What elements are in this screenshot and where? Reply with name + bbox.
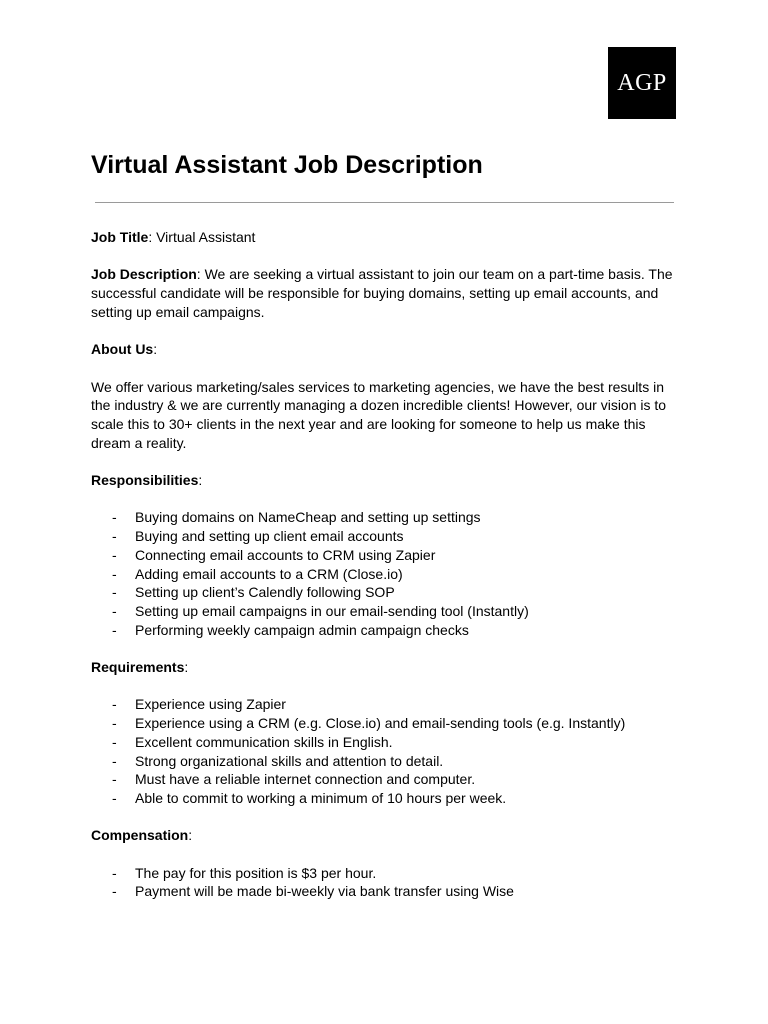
- list-item: [91, 733, 681, 752]
- dash-bullet: -: [112, 733, 117, 750]
- list-item-text: Setting up email campaigns in our email-sending tool (Instantly): [135, 602, 529, 619]
- list-item: [91, 752, 681, 771]
- job-title-label: Job Title: [91, 229, 149, 245]
- dash-bullet: -: [112, 864, 117, 881]
- job-description-text: We are seeking a virtual assistant to join our team on a part-time basis. The successful candidate will be responsible for buying domains, setting up email accounts, and setting up email campaigns.: [91, 266, 673, 320]
- list-item: [91, 695, 681, 714]
- company-logo: AGP: [608, 47, 676, 119]
- list-item: [91, 864, 681, 883]
- list-item: [91, 770, 681, 789]
- list-item-text: Able to commit to working a minimum of 10 hours per week.: [135, 789, 507, 806]
- job-description-label: Job Description: [91, 266, 197, 283]
- dash-bullet: -: [112, 696, 117, 713]
- title-divider: [95, 202, 674, 203]
- dash-bullet: -: [112, 546, 117, 563]
- about-us-paragraph: We offer various marketing/sales services to marketing agencies, we have the best results in the industry & we are currently managing a dozen incredible clients! However, our vision is to scale this to 30+ clients in the next year and are looking for someone to help us make this dream a reality.: [91, 378, 667, 451]
- responsibilities-heading: Responsibilities:: [91, 472, 203, 489]
- dash-bullet: -: [112, 771, 117, 788]
- dash-bullet: -: [112, 509, 117, 526]
- list-item: [91, 714, 681, 733]
- dash-bullet: -: [112, 602, 117, 619]
- dash-bullet: -: [112, 883, 117, 900]
- list-item-text: Experience using a CRM (e.g. Close.io) and email-sending tools (e.g. Instantly): [135, 715, 626, 732]
- requirements-label: Requirements: [91, 659, 185, 676]
- list-item-text: The pay for this position is $3 per hour.: [135, 864, 377, 881]
- requirements-heading: Requirements:: [91, 659, 189, 676]
- compensation-heading: Compensation:: [91, 827, 193, 844]
- about-us-label: About Us: [91, 341, 154, 358]
- requirements-list: [91, 695, 681, 807]
- list-item: [91, 882, 681, 901]
- compensation-label: Compensation: [91, 827, 189, 844]
- dash-bullet: -: [112, 528, 117, 545]
- list-item: [91, 583, 681, 602]
- dash-bullet: -: [112, 715, 117, 732]
- list-item-text: Buying and setting up client email accounts: [135, 528, 404, 545]
- responsibilities-label: Responsibilities: [91, 472, 199, 489]
- list-item-text: Must have a reliable internet connection and computer.: [135, 771, 476, 788]
- dash-bullet: -: [112, 584, 117, 601]
- list-item: [91, 602, 681, 621]
- compensation-list: [91, 864, 681, 901]
- responsibilities-list: [91, 508, 681, 639]
- dash-bullet: -: [112, 621, 117, 638]
- about-us-heading: About Us:: [91, 341, 158, 358]
- list-item: [91, 527, 681, 546]
- list-item: [91, 565, 681, 584]
- dash-bullet: -: [112, 789, 117, 806]
- list-item: [91, 621, 681, 640]
- dash-bullet: -: [112, 565, 117, 582]
- list-item-text: Strong organizational skills and attention to detail.: [135, 752, 444, 769]
- list-item: [91, 789, 681, 808]
- list-item-text: Excellent communication skills in English.: [135, 733, 393, 750]
- job-title-value: Virtual Assistant: [156, 229, 256, 245]
- list-item-text: Setting up client’s Calendly following SOP: [135, 584, 395, 601]
- dash-bullet: -: [112, 752, 117, 769]
- list-item: [91, 508, 681, 527]
- list-item-text: Adding email accounts to a CRM (Close.io): [135, 565, 403, 582]
- page-title: Virtual Assistant Job Description: [91, 151, 483, 179]
- list-item: [91, 546, 681, 565]
- list-item-text: Payment will be made bi-weekly via bank transfer using Wise: [135, 883, 514, 900]
- list-item-text: Connecting email accounts to CRM using Zapier: [135, 546, 436, 563]
- document-body: [91, 228, 681, 920]
- list-item-text: Performing weekly campaign admin campaign checks: [135, 621, 469, 638]
- list-item-text: Experience using Zapier: [135, 696, 286, 713]
- list-item-text: Buying domains on NameCheap and setting up settings: [135, 509, 481, 526]
- job-description-paragraph: Job Description: We are seeking a virtual assistant to join our team on a part-time basis. The successful candidate will be responsible for buying domains, setting up email accounts, and setting up email campaigns.: [91, 266, 673, 320]
- job-title-line: Job Title: Virtual Assistant: [91, 229, 256, 245]
